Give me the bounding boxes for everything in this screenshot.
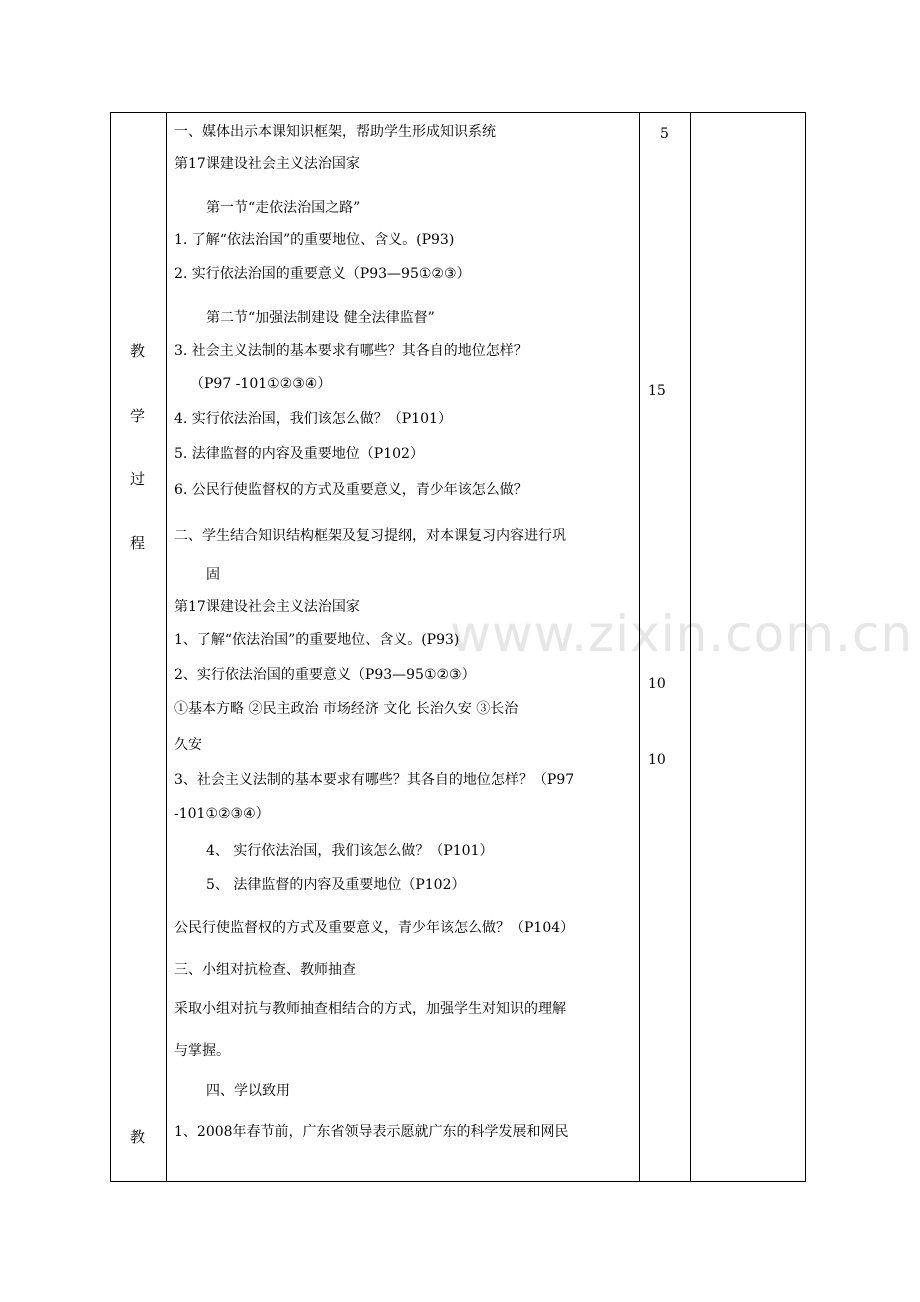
- section-subtitle: 第一节“走依法治国之路”: [206, 200, 361, 216]
- content-line: 6. 公民行使监督权的方式及重要意义，青少年该怎么做？: [174, 482, 528, 498]
- time-value: 10: [648, 752, 666, 768]
- stage-label-char: 教: [130, 342, 146, 360]
- section-heading: 四、学以致用: [206, 1083, 290, 1099]
- content-line: 5、 法律监督的内容及重要地位（P102）: [206, 877, 466, 893]
- content-line: 2、实行依法治国的重要意义（P93—95①②③）: [174, 667, 476, 683]
- section-heading: 二、学生结合知识结构框架及复习提纲，对本课复习内容进行巩: [174, 528, 566, 544]
- column-divider: [166, 113, 167, 1181]
- content-line: -101①②③④）: [174, 806, 270, 822]
- content-line: 4. 实行依法治国，我们该怎么做？（P101）: [174, 411, 452, 427]
- content-line: ①基本方略 ②民主政治 市场经济 文化 长治久安 ③长治: [174, 701, 519, 717]
- content-line: 久安: [174, 737, 202, 753]
- stage-label-char: 过: [130, 470, 146, 488]
- stage-label-char: 教: [130, 1128, 146, 1146]
- time-value: 10: [648, 676, 666, 692]
- content-line: 5. 法律监督的内容及重要地位（P102）: [174, 446, 424, 462]
- column-divider: [690, 113, 691, 1181]
- lesson-title: 第17课建设社会主义法治国家: [174, 599, 360, 615]
- content-line: 采取小组对抗与教师抽查相结合的方式，加强学生对知识的理解: [174, 1001, 566, 1017]
- column-divider: [639, 113, 640, 1181]
- content-line: 与掌握。: [174, 1043, 230, 1059]
- section-subtitle: 第二节“加强法制建设 健全法律监督”: [206, 310, 435, 326]
- time-value: 5: [660, 126, 669, 142]
- stage-label-char: 学: [130, 407, 146, 425]
- content-line: 3. 社会主义法制的基本要求有哪些？其各自的地位怎样？: [174, 343, 528, 359]
- content-line: 2. 实行依法治国的重要意义（P93—95①②③）: [174, 266, 471, 282]
- content-line: 3、社会主义法制的基本要求有哪些？其各自的地位怎样？（P97: [174, 772, 575, 788]
- content-line: 固: [206, 567, 220, 583]
- time-value: 15: [648, 383, 666, 399]
- content-line: 1、了解“依法治国”的重要地位、含义。(P93): [174, 632, 460, 648]
- content-line: 4、 实行依法治国，我们该怎么做？（P101）: [206, 843, 494, 859]
- content-line: （P97 -101①②③④）: [190, 376, 332, 392]
- content-line: 1. 了解“依法治国”的重要地位、含义。(P93): [174, 232, 455, 248]
- lesson-title: 第17课建设社会主义法治国家: [174, 156, 360, 172]
- stage-label-char: 程: [130, 534, 146, 552]
- watermark: www.zixin.com.cn: [450, 605, 914, 663]
- content-line: 公民行使监督权的方式及重要意义，青少年该怎么做？（P104）: [174, 920, 575, 936]
- section-heading: 三、小组对抗检查、教师抽查: [174, 962, 356, 978]
- content-line: 1、2008年春节前，广东省领导表示愿就广东的科学发展和网民: [174, 1124, 569, 1140]
- section-heading: 一、媒体出示本课知识框架，帮助学生形成知识系统: [174, 124, 496, 140]
